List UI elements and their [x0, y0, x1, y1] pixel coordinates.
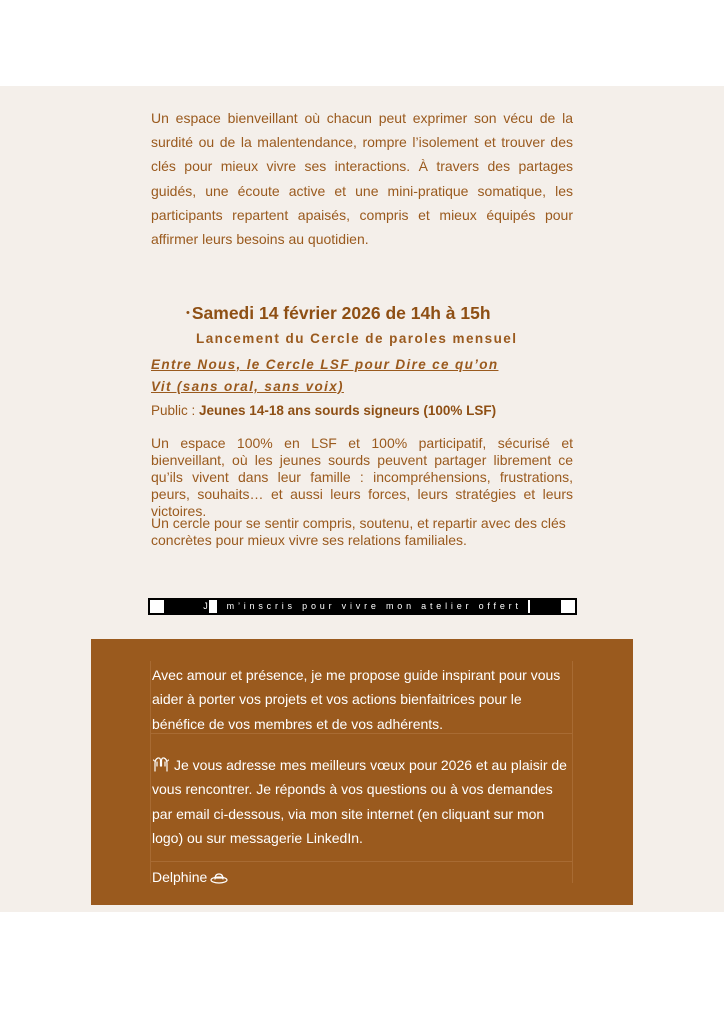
footer-signature [152, 865, 573, 889]
event-description-2: Un cercle pour se sentir compris, soutenu, et repartir avec des clés concrètes pour mieux vivre ses relations familiales. [151, 515, 566, 548]
event-audience [151, 403, 496, 418]
event-name [151, 354, 531, 398]
footer-paragraph-2 [152, 753, 573, 850]
event-description-1: Un espace 100% en LSF et 100% participatif, sécurisé et bienveillant, où les jeunes sourds peuvent partager librement ce qu’ils vivent dans leur famille : incompréhensions, frustrations, peurs, souhaits… et aussi leurs forces, leurs stratégies et leurs victoires. [151, 435, 573, 519]
audience-value: Jeunes 14-18 ans sourds signeurs (100% LSF) [199, 403, 497, 418]
event-subtitle: Lancement du Cercle de paroles mensuel [196, 331, 518, 346]
footer-paragraph-1: Avec amour et présence, je me propose guide inspirant pour vous aider à porter vos projets et vos actions bienfaitrices pour le bénéfice de vos membres et de vos adhérents. [152, 667, 561, 732]
frame-divider [151, 861, 572, 862]
bullet-icon: • [186, 307, 190, 319]
register-button[interactable] [148, 598, 577, 615]
event-name-line1: Entre Nous, le Cercle LSF pour Dire ce qu’on [151, 357, 499, 372]
wishes-text: Je vous adresse mes meilleurs vœux pour 2026 et au plaisir de vous rencontrer. Je réponds à vos questions ou à vos demandes par email ci-dessous, via mon site internet (en cliquant sur mon logo) ou sur messagerie LinkedIn. [152, 757, 567, 846]
raised-hands-icon [152, 756, 170, 772]
signature-name: Delphine [152, 869, 208, 885]
event-date-heading [186, 303, 491, 324]
event-date: Samedi 14 février 2026 de 14h à 15h [191, 303, 491, 323]
hat-icon [210, 872, 228, 884]
register-button-label: Je m’inscris pour vivre mon atelier offert [203, 601, 522, 611]
audience-label: Public : [151, 403, 200, 418]
event-name-line2: Vit (sans oral, sans voix) [151, 379, 344, 394]
intro-paragraph: Un espace bienveillant où chacun peut exprimer son vécu de la surdité ou de la malentendance, rompre l’isolement et trouver des clés pour mieux vivre ses interactions. À travers des partages guidés, une écoute active et une mini-pratique somatique, les participants repartent apaisés, compris et mieux équipés pour affirmer leurs besoins au quotidien. [151, 110, 573, 248]
footer-message-box [91, 639, 633, 905]
